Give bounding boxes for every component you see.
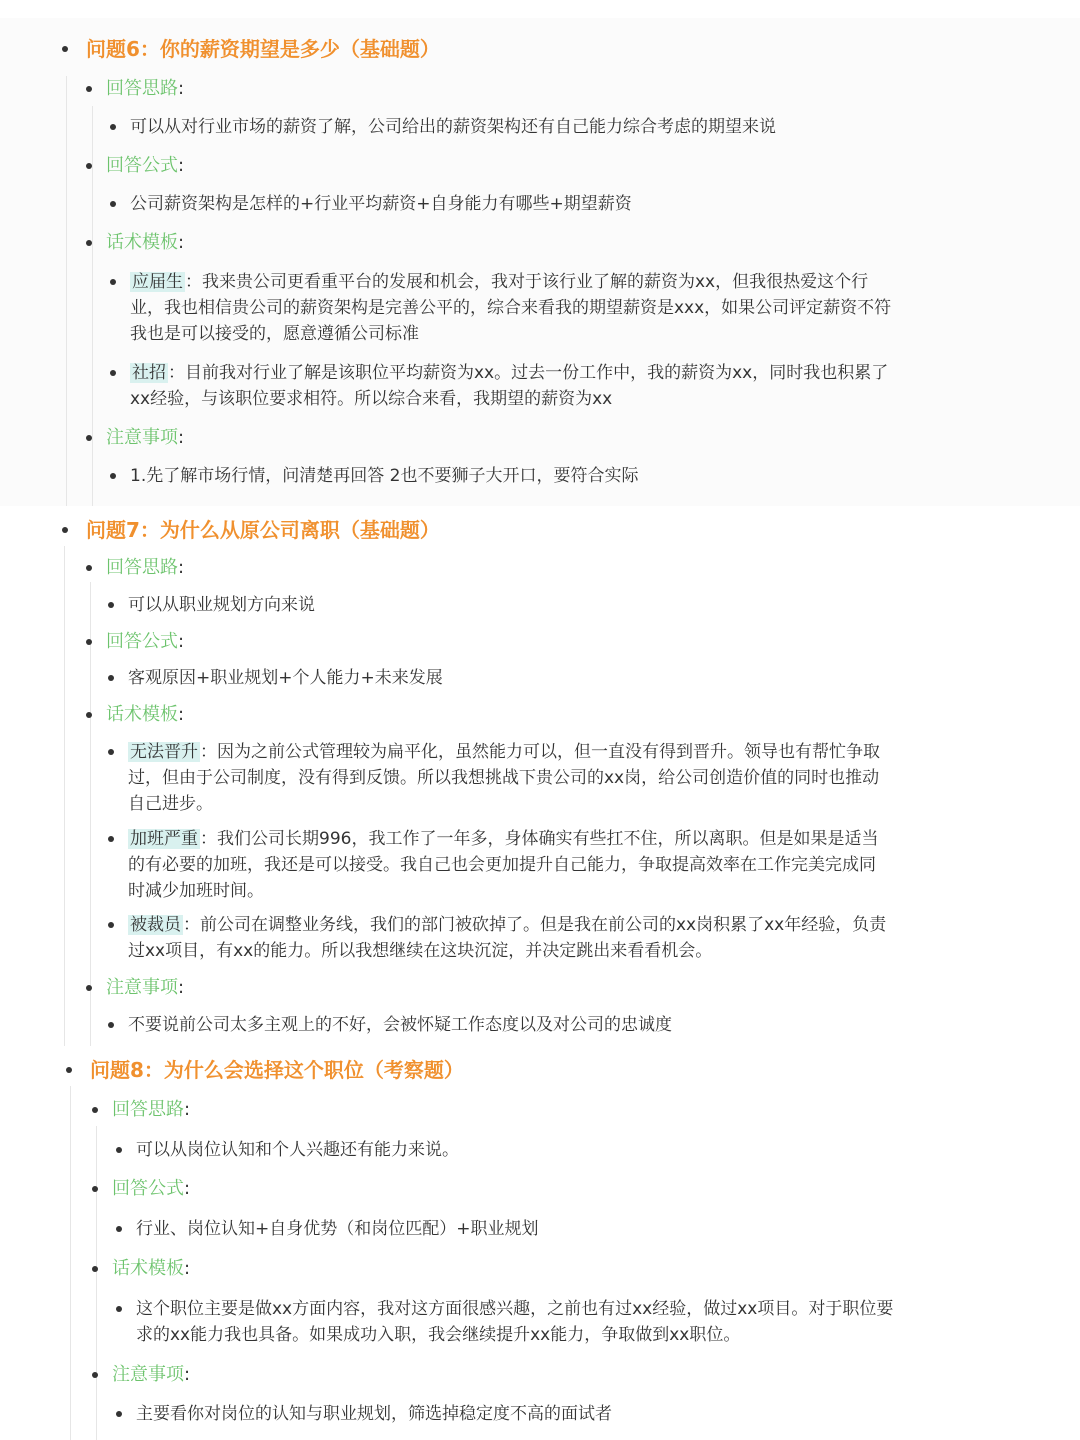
list-item: 这个职位主要是做xx方面内容，我对这方面很感兴趣，之前也有过xx经验，做过xx项目。对于职位要 求的xx能力我也具备。如果成功入职，我会继续提升xx能力，争取做到xx职位。 [116, 1296, 893, 1348]
highlight-tag: 无法晋升 [130, 742, 198, 762]
list-item: 可以从岗位认知和个人兴趣还有能力来说。 [116, 1137, 459, 1163]
highlight-tag: 加班严重 [130, 829, 198, 849]
section-label: 话术模板 : [86, 702, 184, 728]
section-label: 回答公式 : [86, 153, 184, 179]
question-6-title: 问题6：你的薪资期望是多少（基础题） [62, 36, 440, 62]
outline-guide [96, 1126, 97, 1440]
question-6-section [0, 18, 1080, 518]
list-item: 加班严重 ：我们公司长期996，我工作了一年多，身体确实有些扛不住，所以离职。但是如果是适当 的有必要的加班，我还是可以接受。我自己也会更加提升自己能力，争取提高效率在工作完美完成同 时减少加班时间。 [108, 826, 878, 904]
highlight-tag: 应届生 [132, 272, 183, 292]
highlight-tag: 被裁员 [130, 915, 181, 935]
list-item: 客观原因+职业规划+个人能力+未来发展 [108, 665, 443, 691]
list-item: 社招 ：目前我对行业了解是该职位平均薪资为xx。过去一份工作中，我的薪资为xx，同时我也积累了 xx经验，与该职位要求相符。所以综合来看，我期望的薪资为xx [110, 360, 888, 412]
list-item: 可以从职业规划方向来说 [108, 592, 315, 618]
section-label: 回答公式 : [86, 629, 184, 655]
section-label: 回答公式 : [92, 1176, 190, 1202]
outline-guide [70, 1086, 71, 1440]
outline-guide [64, 546, 65, 1046]
question-7-section [0, 506, 1080, 1046]
section-label: 注意事项 : [92, 1362, 190, 1388]
section-label: 注意事项 : [86, 975, 184, 1001]
section-label: 注意事项 : [86, 425, 184, 451]
outline-guide [66, 76, 67, 516]
list-item: 被裁员 ：前公司在调整业务线，我们的部门被砍掉了。但是我在前公司的xx岗积累了xx年经验，负责 过xx项目，有xx的能力。所以我想继续在这块沉淀，并决定跳出来看看机会。 [108, 912, 886, 964]
list-item: 不要说前公司太多主观上的不好，会被怀疑工作态度以及对公司的忠诚度 [108, 1012, 672, 1038]
list-item: 公司薪资架构是怎样的+行业平均薪资+自身能力有哪些+期望薪资 [110, 191, 632, 217]
section-label: 回答思路 : [86, 76, 184, 102]
section-label: 回答思路 : [86, 555, 184, 581]
highlight-tag: 社招 [132, 363, 166, 383]
list-item: 主要看你对岗位的认知与职业规划，筛选掉稳定度不高的面试者 [116, 1401, 612, 1427]
question-8-title: 问题8：为什么会选择这个职位（考察题） [66, 1057, 464, 1083]
list-item: 1.先了解市场行情，问清楚再回答 2也不要狮子大开口，要符合实际 [110, 463, 638, 489]
list-item: 无法晋升 ：因为之前公式管理较为扁平化，虽然能力可以，但一直没有得到晋升。领导也有帮忙争取 过，但由于公司制度，没有得到反馈。所以我想挑战下贵公司的xx岗，给公司创造价值的同时也推动 自己进步。 [108, 739, 880, 817]
section-label: 话术模板 : [92, 1256, 190, 1282]
list-item: 可以从对行业市场的薪资了解，公司给出的薪资架构还有自己能力综合考虑的期望来说 [110, 114, 776, 140]
list-item: 行业、岗位认知+自身优势（和岗位匹配）+职业规划 [116, 1216, 539, 1242]
list-item: 应届生 ：我来贵公司更看重平台的发展和机会，我对于该行业了解的薪资为xx，但我很热爱这个行 业，我也相信贵公司的薪资架构是完善公平的，综合来看我的期望薪资是xxx，如果公司评定薪资不符 我也是可以接受的，愿意遵循公司标准 [110, 269, 891, 347]
question-7-title: 问题7：为什么从原公司离职（基础题） [62, 517, 440, 543]
question-8-section [0, 1046, 1080, 1440]
section-label: 话术模板 : [86, 230, 184, 256]
section-label: 回答思路 : [92, 1097, 190, 1123]
